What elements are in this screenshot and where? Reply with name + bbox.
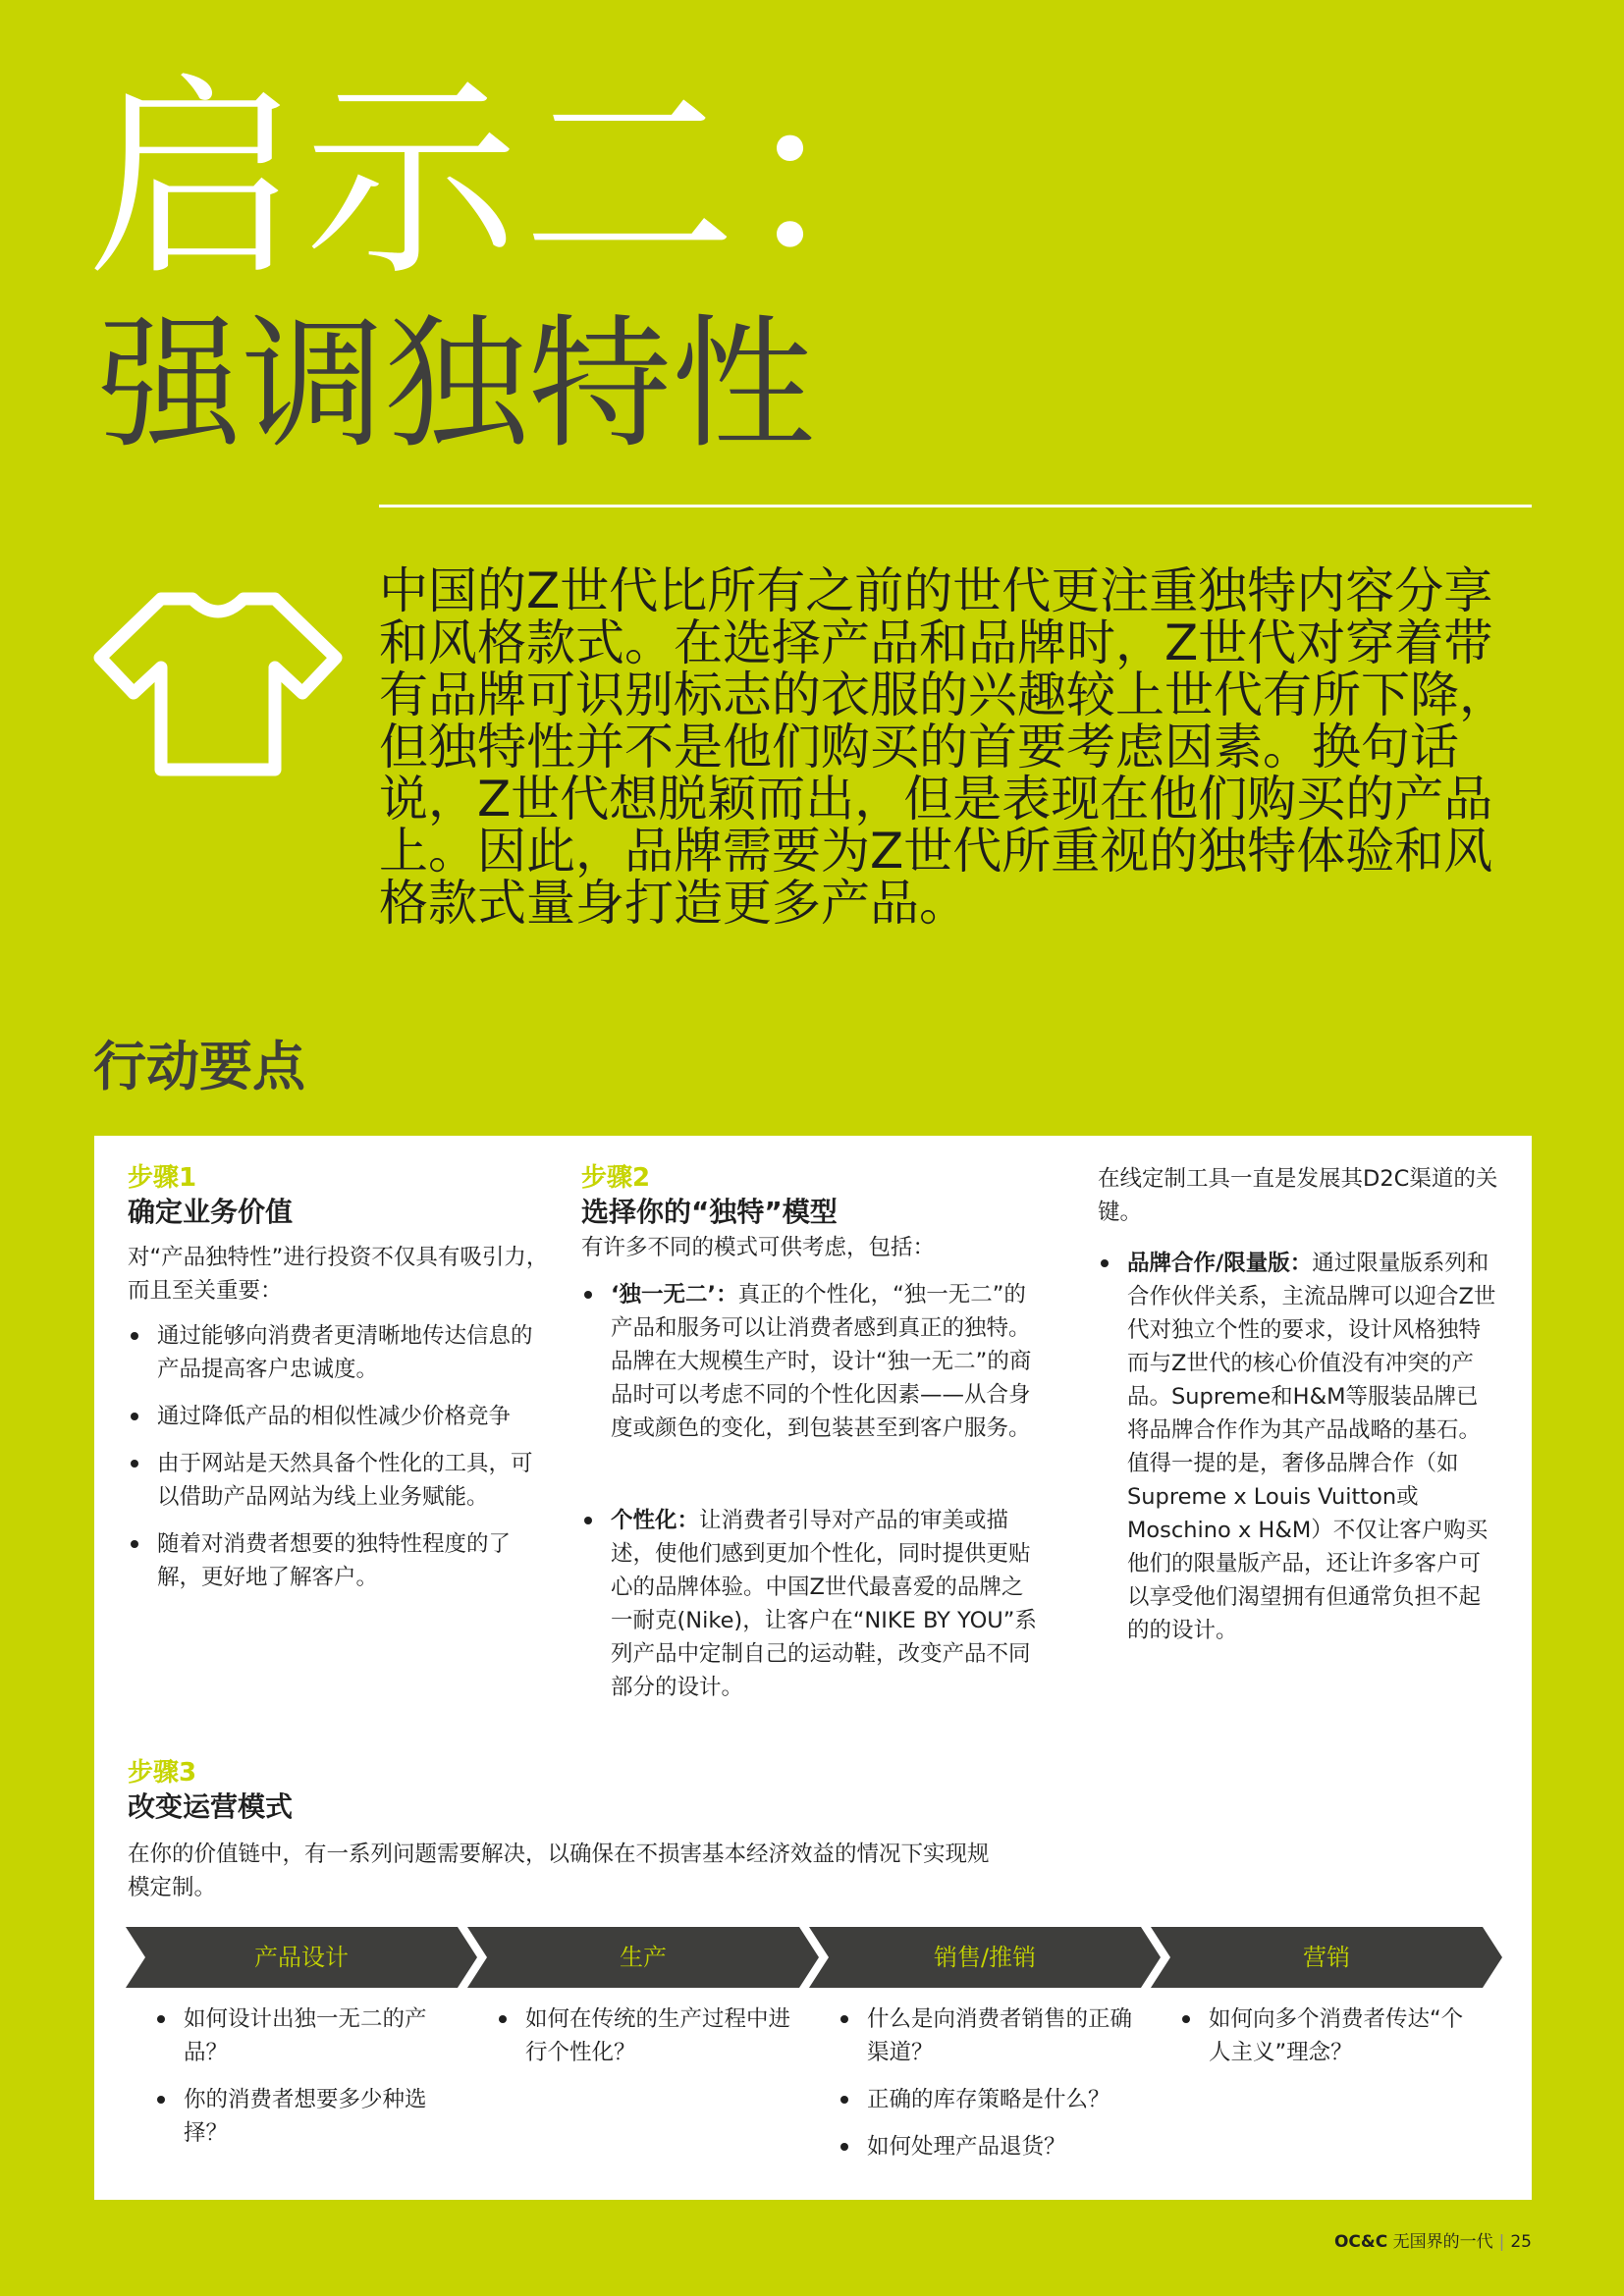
step2-continued-column (1098, 1162, 1500, 1661)
stage-label: 生产 (620, 1944, 667, 1971)
list-item: 如何设计出独一无二的产品？ (154, 2002, 459, 2069)
stage-label: 销售/推销 (933, 1944, 1037, 1971)
list-item: 正确的库存策略是什么？ (838, 2083, 1142, 2116)
list-item: 由于网站是天然具备个性化的工具，可以借助产品网站为线上业务赋能。 (128, 1447, 550, 1514)
list-item: 随着对消费者想要的独特性程度的了解，更好地了解客户。 (128, 1527, 550, 1594)
step3-label: 步骤3 (128, 1758, 197, 1788)
stage-questions (1179, 2002, 1484, 2083)
divider (379, 505, 1532, 507)
bullet-text: 真正的个性化，“独一无二”的产品和服务可以让消费者感到真正的独特。品牌在大规模生产时，设计“独一无二”的商品时可以考虑不同的个性化因素——从合身度或颜色的变化，到包装甚至到客户服务。 (611, 1282, 1032, 1441)
stage-chevron (467, 1927, 819, 1988)
stage-questions (838, 2002, 1142, 2177)
list-item (581, 1278, 1043, 1445)
list-item (581, 1504, 1043, 1704)
stage-chevron (809, 1927, 1161, 1988)
list-item: 如何在传统的生产过程中进行个性化？ (496, 2002, 800, 2069)
list-item (1098, 1247, 1500, 1647)
bullet-text: 让消费者引导对产品的审美或描述，使他们感到更加个性化，同时提供更贴心的品牌体验。中国Z世代最喜爱的品牌之一耐克(Nike)，让客户在“NIKE BY YOU”系列产品中定制自己的运动鞋，改变产品不同部分的设计。 (611, 1508, 1037, 1700)
stage-questions (496, 2002, 800, 2083)
bullet-text: 通过限量版系列和合作伙伴关系，主流品牌可以迎合Z世代对独立个性的要求，设计风格独特而与Z世代的核心价值没有冲突的产品。Supreme和H&M等服装品牌已将品牌合作作为其产品战略的基石。值得一提的是，奢侈品牌合作（如Supreme x Louis Vuitton或Moschino x H&M）不仅让客户购买他们的限量版产品，还让许多客户可以享受他们渴望拥有但通常负担不起的的设计。 (1127, 1251, 1496, 1643)
stage-chevron (1151, 1927, 1502, 1988)
page-title: 启示二： (86, 57, 958, 305)
footer-publication: 无国界的一代 (1392, 2232, 1493, 2252)
intro-text: 中国的Z世代比所有之前的世代更注重独特内容分享和风格款式。在选择产品和品牌时，Z世代对穿着带有品牌可识别标志的衣服的兴趣较上世代有所下降，但独特性并不是他们购买的首要考虑因素。换句话说，Z世代想脱颖而出，但是表现在他们购买的产品上。因此，品牌需要为Z世代所重视的独特体验和风格款式量身打造更多产品。 (379, 562, 1508, 932)
step3-header (128, 1757, 992, 1904)
stage-label: 营销 (1303, 1944, 1350, 1971)
bullet-bold: 品牌合作/限量版： (1127, 1251, 1313, 1276)
action-heading: 行动要点 (93, 1036, 305, 1097)
list-item: 通过能够向消费者更清晰地传达信息的产品提高客户忠诚度。 (128, 1319, 550, 1386)
stage-questions (154, 2002, 459, 2163)
t-shirt-icon (90, 585, 346, 781)
intro-paragraph (379, 562, 1538, 932)
step1-title: 确定业务价值 (128, 1196, 294, 1228)
step2-bullets (581, 1278, 1043, 1704)
step1-bullets (128, 1319, 550, 1594)
col3-bullets (1098, 1247, 1500, 1647)
bullet-bold: 个性化： (611, 1508, 700, 1533)
list-item: 通过降低产品的相似性减少价格竞争 (128, 1400, 550, 1433)
col3-lead: 在线定制工具一直是发展其D2C渠道的关键。 (1098, 1166, 1498, 1225)
step2-label: 步骤2 (581, 1163, 651, 1193)
footer-brand: OC&C (1333, 2232, 1388, 2252)
step1-intro: 对“产品独特性”进行投资不仅具有吸引力，而且至关重要： (128, 1245, 549, 1304)
page-footer: OC&C 无国界的一代 | 25 (1333, 2232, 1532, 2252)
step1-column (128, 1162, 550, 1608)
stage-label: 产品设计 (254, 1944, 349, 1971)
list-item: 如何处理产品退货？ (838, 2130, 1142, 2163)
page-subtitle: 强调独特性 (98, 301, 815, 468)
step2-intro: 有许多不同的模式可供考虑，包括： (581, 1235, 936, 1260)
list-item: 如何向多个消费者传达“个人主义”理念？ (1179, 2002, 1484, 2069)
bullet-bold: ‘独一无二’： (611, 1282, 738, 1308)
step1-label: 步骤1 (128, 1163, 197, 1193)
list-item: 你的消费者想要多少种选择？ (154, 2083, 459, 2150)
stage-chevron (126, 1927, 477, 1988)
step3-title: 改变运营模式 (128, 1790, 294, 1823)
step3-intro: 在你的价值链中，有一系列问题需要解决，以确保在不损害基本经济效益的情况下实现规模定制。 (128, 1842, 990, 1900)
page-number: 25 (1510, 2232, 1532, 2252)
step2-column (581, 1162, 1043, 1718)
step2-title: 选择你的“独特”模型 (581, 1196, 838, 1228)
list-item: 什么是向消费者销售的正确渠道？ (838, 2002, 1142, 2069)
